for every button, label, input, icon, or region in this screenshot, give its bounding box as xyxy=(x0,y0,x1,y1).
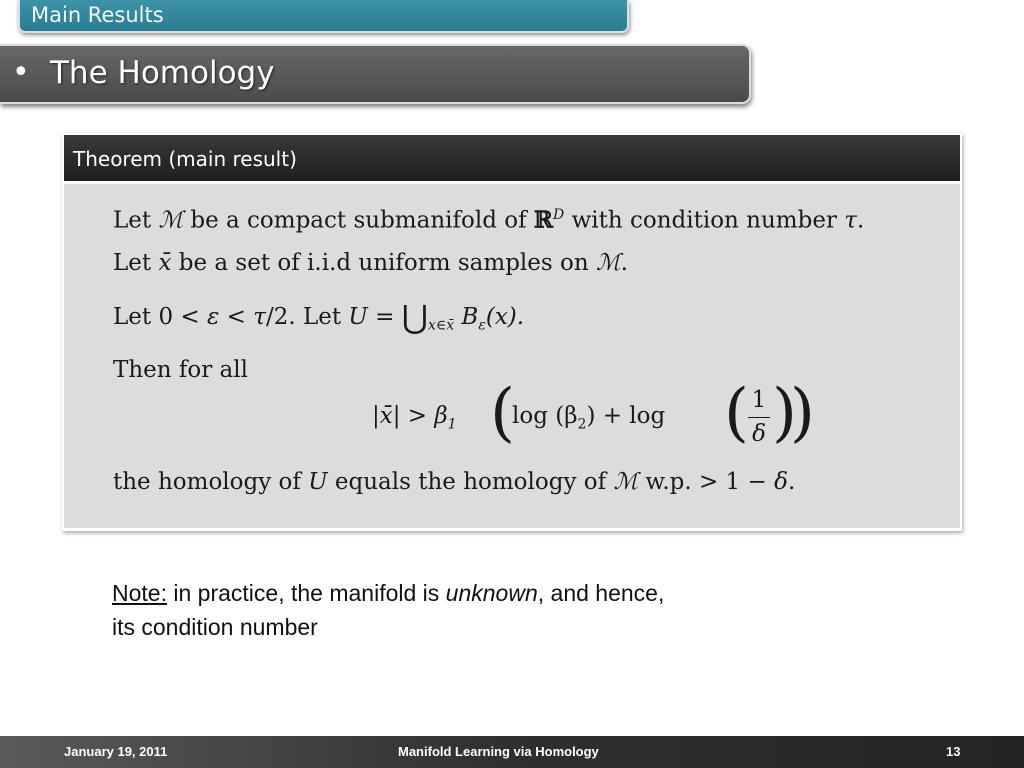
ball-argument: (x). xyxy=(485,304,525,330)
theorem-line-4: Then for all xyxy=(113,357,248,383)
note-emphasis: unknown xyxy=(445,580,538,606)
note-paragraph xyxy=(112,576,664,644)
text-fragment: with condition number xyxy=(564,207,845,234)
period: . xyxy=(787,469,796,495)
log-beta2: log (β xyxy=(512,403,578,429)
epsilon-symbol: ε xyxy=(206,304,220,330)
period: . xyxy=(857,207,865,234)
tau-symbol: τ xyxy=(253,304,266,330)
theorem-line-1 xyxy=(113,200,864,236)
text-let: Let xyxy=(113,250,159,276)
note-text: in practice, the manifold is xyxy=(166,580,446,606)
xbar-symbol: x̄ xyxy=(158,250,172,276)
text-fragment: /2. Let xyxy=(265,304,349,330)
text-fragment: equals the homology of xyxy=(327,469,614,495)
delta-symbol: δ xyxy=(774,469,788,495)
theorem-body xyxy=(64,184,960,528)
note-line-1 xyxy=(112,576,664,610)
reals-symbol: ℝ xyxy=(533,206,554,234)
slide-title: The Homology xyxy=(50,55,275,91)
section-label: Main Results xyxy=(31,3,164,27)
union-symbol: ⋃ xyxy=(401,298,428,336)
formula-lhs-text: |x̄| > β xyxy=(372,403,448,429)
text-fragment: w.p. > 1 − xyxy=(638,469,775,495)
text-fragment: < xyxy=(219,304,254,330)
theorem-line-3 xyxy=(113,298,525,341)
footer-bar xyxy=(0,736,1024,768)
note-text: , and hence, xyxy=(537,580,665,606)
open-paren: ( xyxy=(490,376,515,450)
log-plus: ) + log xyxy=(586,403,666,429)
footer-date: January 19, 2011 xyxy=(64,744,168,759)
fraction-numerator: 1 xyxy=(751,387,767,413)
fraction-bar xyxy=(748,417,770,418)
beta1-subscript: 1 xyxy=(447,416,457,433)
theorem-line-2 xyxy=(113,248,628,278)
formula-lhs xyxy=(372,403,457,433)
ball-symbol: B xyxy=(454,304,479,330)
ball-subscript: ε xyxy=(478,317,486,334)
tau-symbol: τ xyxy=(844,207,857,234)
page-number: 13 xyxy=(946,744,961,759)
text-fragment: Let 0 < xyxy=(113,304,207,330)
slide-title-bar xyxy=(0,44,751,104)
union-subscript: x∈x̄ xyxy=(427,317,455,334)
inner-open-paren: ( xyxy=(724,376,749,450)
text-fragment: be a set of i.i.d uniform samples on xyxy=(171,250,596,276)
footer-title: Manifold Learning via Homology xyxy=(398,744,599,759)
note-line-2: its condition number xyxy=(112,614,318,640)
manifold-symbol: ℳ xyxy=(613,469,639,495)
text-fragment: the homology of xyxy=(113,469,309,495)
theorem-heading: Theorem (main result) xyxy=(73,147,297,171)
beta2-subscript: 2 xyxy=(577,416,587,433)
text-fragment: = xyxy=(367,304,402,330)
close-paren: ) xyxy=(790,376,815,450)
period: . xyxy=(620,250,628,276)
u-symbol: U xyxy=(308,469,328,495)
text-let: Let xyxy=(113,207,159,234)
theorem-line-6 xyxy=(113,467,795,497)
fraction-denominator: δ xyxy=(752,421,766,447)
manifold-symbol: ℳ xyxy=(595,250,621,276)
u-symbol: U xyxy=(348,304,368,330)
manifold-symbol: ℳ xyxy=(158,207,184,234)
dimension-superscript: D xyxy=(553,207,565,223)
section-header xyxy=(18,0,629,33)
theorem-heading-bar xyxy=(64,135,960,181)
theorem-box xyxy=(62,133,962,531)
inner-close-paren: ) xyxy=(772,376,797,450)
note-label: Note: xyxy=(112,580,167,606)
title-bullet: • xyxy=(12,55,30,90)
text-fragment: be a compact submanifold of xyxy=(183,207,534,234)
formula-log-terms xyxy=(512,403,665,433)
